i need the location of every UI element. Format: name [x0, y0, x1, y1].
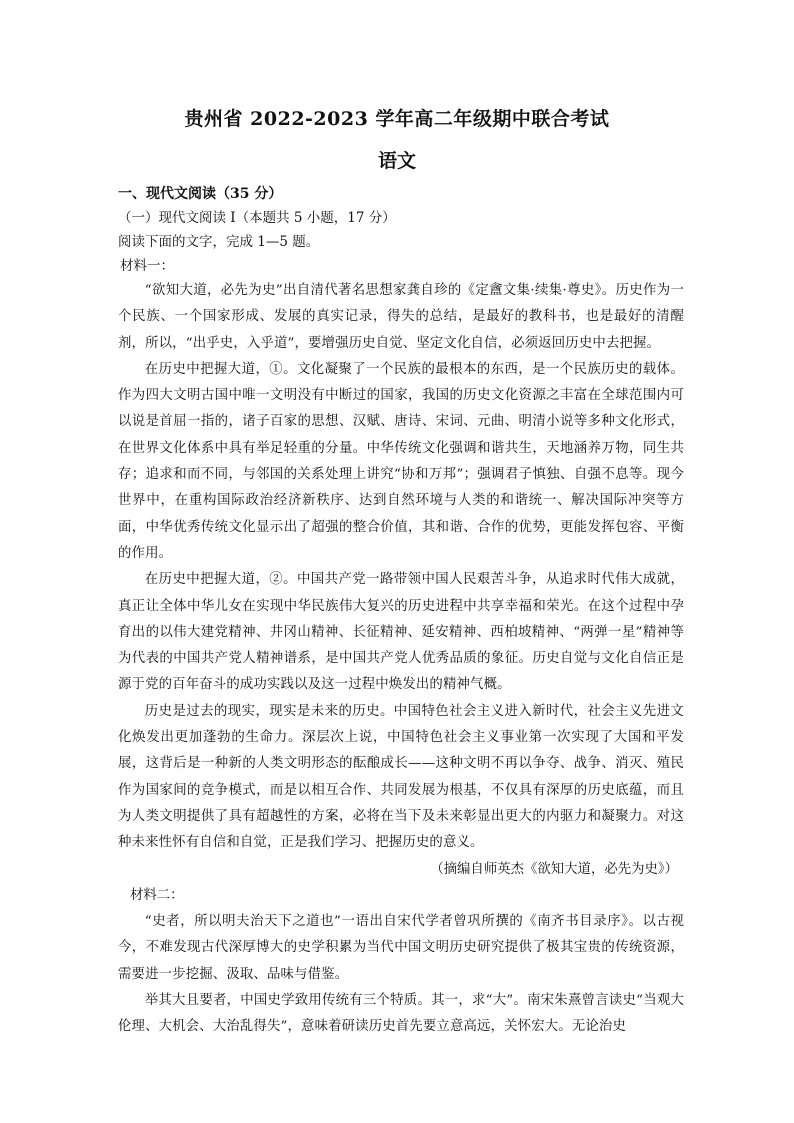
material-two-paragraph: 举其大且要者，中国史学致用传统有三个特质。其一，求“大”。南宋朱熹曾言读史“当观大伦理、大机会、大治乱得失”，意味着研读历史首先要立意高远，关怀宏大。无论治史	[118, 993, 684, 1035]
document-body	[118, 182, 684, 1041]
subject-title: 语文	[377, 150, 416, 172]
material-one-paragraph: 在历史中把握大道，①。文化凝聚了一个民族的最根本的东西，是一个民族历史的载体。作为四大文明古国中唯一文明没有中断过的国家，我国的历史文化资源之丰富在全球范围内可以说是首屈一指的，诸子百家的思想、汉赋、唐诗、宋词、元曲、明清小说等多种文化形式，在世界文化体系中具有举足轻重的分量。中华传统文化强调和谐共生，天地涵养万物，同生共存；追求和而不同，与邻国的关系处理上讲究“协和万邦”；强调君子慎独、自强不息等。现今世界中，在重构国际政治经济新秩序、达到自然环境与人类的和谐统一、解决国际冲突等方面，中华优秀传统文化显示出了超强的整合价值，其和谐、合作的优势，更能发挥包容、平衡的作用。	[118, 361, 684, 561]
material-one-paragraph: 在历史中把握大道，②。中国共产党一路带领中国人民艰苦斗争，从追求时代伟大成就，真正让全体中华儿女在实现中华民族伟大复兴的历史进程中共享幸福和荣光。在这个过程中孕育出的以伟大建党精神、井冈山精神、长征精神、延安精神、西柏坡精神、“两弹一星”精神等为代表的中国共产党人精神谱系，是中国共产党人优秀品质的象征。历史自觉与文化自信正是源于党的百年奋斗的成功实践以及这一过程中焕发出的精神气概。	[118, 572, 684, 693]
material-one-label: 材料一：	[120, 258, 174, 274]
section-heading: 一、现代文阅读（35 分）	[118, 186, 283, 202]
material-two-paragraph: “史者，所以明夫治天下之道也”一语出自宋代学者曾巩所撰的《南齐书目录序》。以古视今，不难发现古代深厚博大的史学积累为当代中国文明历史研究提供了极其宝贵的传统资源，需要进一步挖掘、汲取、品味与借鉴。	[118, 914, 684, 982]
material-one-paragraph: 历史是过去的现实，现实是未来的历史。中国特色社会主义进入新时代，社会主义先进文化焕发出更加蓬勃的生命力。深层次上说，中国特色社会主义事业第一次实现了大国和平发展，这背后是一种新的人类文明形态的酝酿成长——这种文明不再以争夺、战争、消灭、殖民作为国家间的竞争模式，而是以相互合作、共同发展为根基，不仅具有深厚的历史底蕴，而且为人类文明提供了具有超越性的方案，必将在当下及未来彰显出更大的内驱力和凝聚力。对这种未来性怀有自信和自觉，正是我们学习、把握历史的意义。	[118, 703, 684, 851]
material-one-paragraph: “欲知大道，必先为史”出自清代著名思想家龚自珍的《定盦文集·续集·尊史》。历史作为一个民族、一个国家形成、发展的真实记录，得失的总结，是最好的教科书，也是最好的清醒剂，所以，“出乎史，入乎道”，要增强历史自觉、坚定文化自信，必须返回历史中去把握。	[118, 283, 684, 351]
material-two-label: 材料二：	[130, 887, 184, 903]
subsection-heading: （一）现代文阅读 I（本题共 5 小题，17 分）	[118, 210, 396, 226]
reading-instruction: 阅读下面的文字，完成 1—5 题。	[118, 234, 320, 250]
material-one-source: （摘编自师英杰《欲知大道，必先为史》）	[430, 861, 678, 877]
exam-title: 贵州省 2022-2023 学年高二年级期中联合考试	[184, 108, 610, 130]
